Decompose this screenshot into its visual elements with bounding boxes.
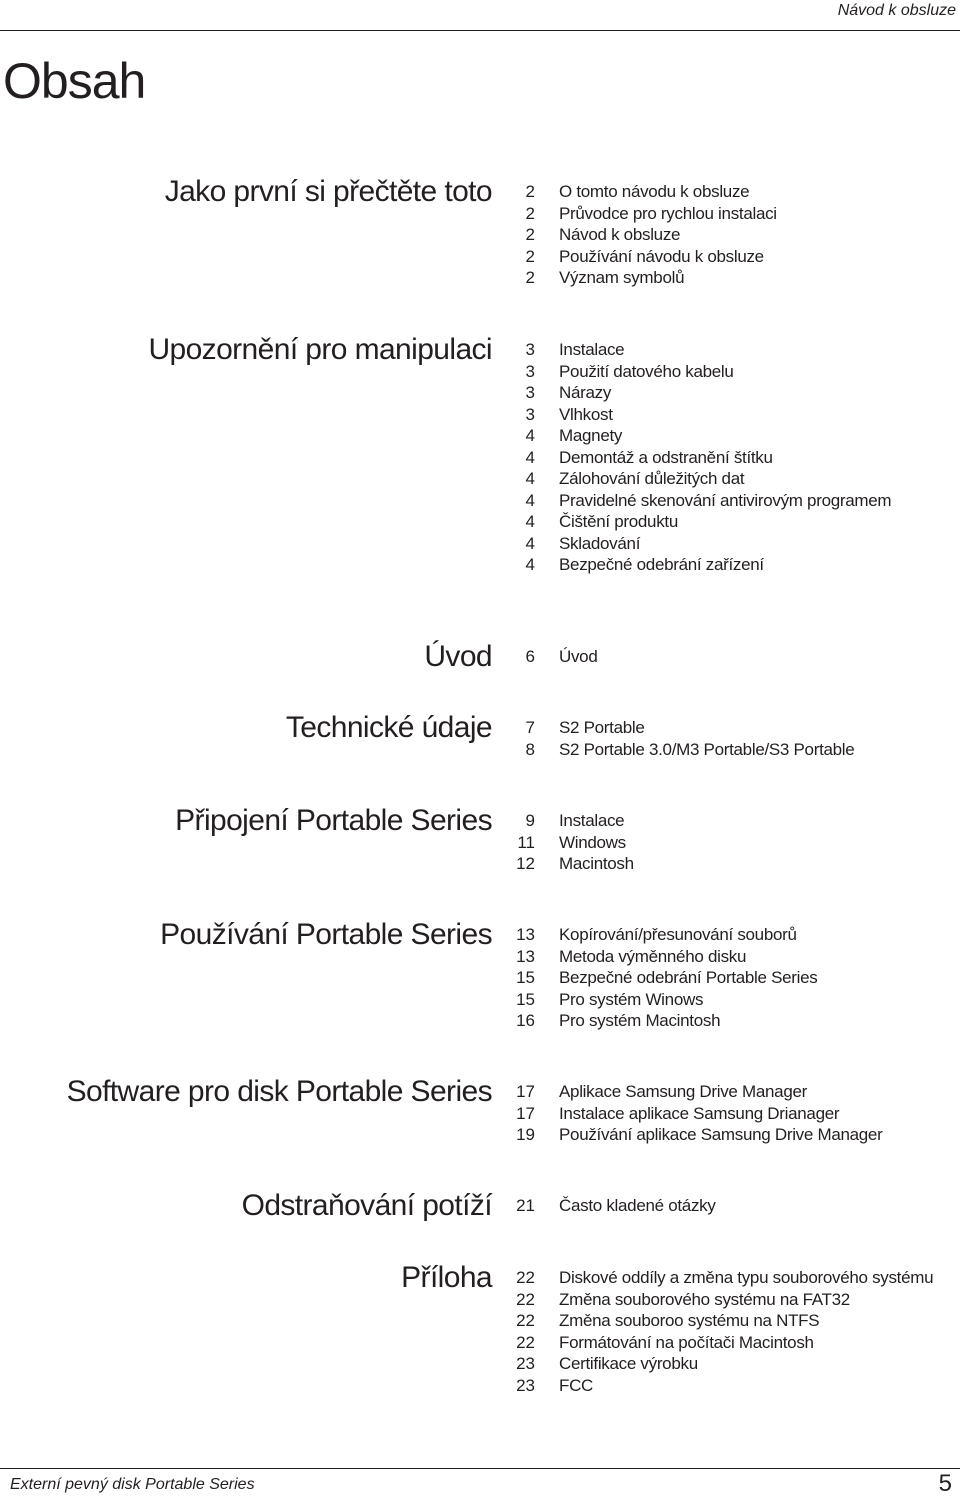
- entry-label: Bezpečné odebrání zařízení: [559, 555, 764, 574]
- toc-entry[interactable]: [498, 853, 634, 875]
- entry-page-number: 13: [516, 925, 535, 944]
- toc-entry[interactable]: [498, 382, 891, 404]
- toc-entry[interactable]: [498, 967, 818, 989]
- entry-page-number: 12: [516, 854, 535, 873]
- entry-page-number: 4: [525, 490, 535, 510]
- entry-page-number: 3: [525, 383, 535, 402]
- entry-page-number: 3: [525, 404, 535, 424]
- entry-label: Diskové oddíly a změna typu souborového systému: [559, 1268, 934, 1287]
- entry-label: Macintosh: [559, 854, 634, 873]
- toc-entry[interactable]: [498, 533, 891, 555]
- entry-page-number: 8: [525, 739, 535, 759]
- entry-page-number: 22: [516, 1311, 535, 1330]
- toc-entry[interactable]: [498, 810, 634, 832]
- entry-page-number: 9: [525, 811, 535, 830]
- toc-entry[interactable]: [498, 361, 891, 383]
- toc-entry[interactable]: [498, 468, 891, 490]
- toc-entry[interactable]: [498, 1010, 818, 1032]
- entry-label: Certifikace výrobku: [559, 1354, 698, 1373]
- section-title: Upozornění pro manipulaci: [148, 333, 492, 366]
- entry-label: Průvodce pro rychlou instalaci: [559, 203, 777, 223]
- header-text: Návod k obsluze: [837, 2, 956, 19]
- section-title: Připojení Portable Series: [175, 804, 492, 837]
- entry-label: Pro systém Macintosh: [559, 1011, 721, 1030]
- entry-page-number: 4: [525, 512, 535, 531]
- entry-page-number: 16: [516, 1011, 535, 1030]
- section-title: Jako první si přečtěte toto: [164, 175, 492, 208]
- entry-page-number: 15: [516, 968, 535, 987]
- toc-entry[interactable]: [498, 1289, 933, 1311]
- entry-page-number: 6: [525, 647, 535, 666]
- entry-label: S2 Portable 3.0/M3 Portable/S3 Portable: [559, 739, 855, 759]
- entry-label: FCC: [559, 1375, 594, 1395]
- entry-list: [498, 1195, 716, 1217]
- entry-page-number: 11: [517, 832, 535, 852]
- toc-entry[interactable]: [498, 1375, 933, 1397]
- entry-label: Návod k obsluze: [559, 225, 681, 244]
- entry-page-number: 17: [516, 1103, 535, 1123]
- entry-page-number: 22: [516, 1268, 535, 1287]
- entry-label: Formátování na počítači Macintosh: [559, 1332, 814, 1352]
- entry-page-number: 4: [525, 533, 535, 553]
- entry-page-number: 15: [516, 989, 535, 1009]
- entry-label: Pravidelné skenování antivirovým programem: [559, 490, 892, 510]
- toc-entry[interactable]: [498, 1310, 933, 1332]
- footer-rule: [0, 1468, 960, 1469]
- toc-entry[interactable]: [498, 246, 777, 268]
- entry-page-number: 23: [516, 1354, 535, 1373]
- toc-entry[interactable]: [498, 267, 777, 289]
- entry-list: [498, 339, 891, 576]
- entry-page-number: 4: [525, 426, 535, 445]
- toc-entry[interactable]: [498, 224, 777, 246]
- entry-label: Instalace aplikace Samsung Drianager: [559, 1103, 840, 1123]
- entry-page-number: 4: [525, 447, 535, 467]
- entry-list: [498, 646, 598, 668]
- toc-entry[interactable]: [498, 717, 854, 739]
- entry-page-number: 2: [525, 268, 535, 287]
- toc-entry[interactable]: [498, 425, 891, 447]
- entry-page-number: 21: [516, 1196, 535, 1215]
- footer-text: Externí pevný disk Portable Series: [10, 1476, 255, 1493]
- toc-entry[interactable]: [498, 339, 891, 361]
- entry-label: Používání návodu k obsluze: [559, 246, 764, 266]
- entry-label: Význam symbolů: [559, 268, 685, 287]
- entry-list: [498, 717, 854, 760]
- entry-label: Magnety: [559, 426, 623, 445]
- toc-entry[interactable]: [498, 203, 777, 225]
- entry-page-number: 2: [525, 182, 535, 201]
- toc-entry[interactable]: [498, 739, 854, 761]
- toc-entry[interactable]: [498, 1332, 933, 1354]
- section-title: Technické údaje: [285, 711, 492, 744]
- toc-entry[interactable]: [498, 1081, 882, 1103]
- entry-page-number: 23: [516, 1375, 535, 1395]
- entry-label: Použití datového kabelu: [559, 361, 734, 381]
- entry-label: Změna souboroo systému na NTFS: [559, 1311, 820, 1330]
- entry-page-number: 2: [525, 203, 535, 223]
- toc-entry[interactable]: [498, 646, 598, 668]
- entry-label: Zálohování důležitých dat: [559, 469, 745, 488]
- toc-entry[interactable]: [498, 1103, 882, 1125]
- entry-list: [498, 924, 818, 1032]
- entry-label: S2 Portable: [559, 718, 645, 737]
- entry-page-number: 4: [525, 469, 535, 488]
- toc-entry[interactable]: [498, 511, 891, 533]
- toc-entry[interactable]: [498, 490, 891, 512]
- entry-page-number: 7: [525, 718, 535, 737]
- entry-label: Metoda výměnného disku: [559, 946, 747, 966]
- toc-entry[interactable]: [498, 1353, 933, 1375]
- toc-entry[interactable]: [498, 832, 634, 854]
- entry-list: [498, 181, 777, 289]
- page-title: Obsah: [3, 53, 146, 109]
- entry-page-number: 22: [516, 1332, 535, 1352]
- toc-entry[interactable]: [498, 554, 891, 576]
- toc-entry[interactable]: [498, 447, 891, 469]
- entry-page-number: 3: [525, 340, 535, 359]
- section-title: Příloha: [401, 1261, 492, 1294]
- toc-entry[interactable]: [498, 924, 818, 946]
- entry-list: [498, 1081, 882, 1146]
- toc-entry[interactable]: [498, 404, 891, 426]
- entry-label: Skladování: [559, 533, 641, 553]
- entry-label: Změna souborového systému na FAT32: [559, 1289, 850, 1309]
- section-title: Používání Portable Series: [160, 918, 492, 951]
- entry-label: Úvod: [559, 647, 598, 666]
- entry-label: Používání aplikace Samsung Drive Manager: [559, 1125, 883, 1144]
- entry-label: Instalace: [559, 811, 625, 830]
- entry-label: Kopírování/přesunování souborů: [559, 925, 797, 944]
- entry-page-number: 22: [516, 1289, 535, 1309]
- entry-label: Často kladené otázky: [559, 1196, 716, 1215]
- entry-label: Bezpečné odebrání Portable Series: [559, 968, 818, 987]
- entry-page-number: 19: [516, 1125, 535, 1144]
- entry-list: [498, 1267, 933, 1396]
- entry-page-number: 13: [516, 946, 535, 966]
- section-title: Úvod: [424, 640, 492, 673]
- toc-entry[interactable]: [498, 946, 818, 968]
- entry-label: Instalace: [559, 340, 625, 359]
- entry-label: Windows: [559, 832, 626, 852]
- section-title: Odstraňování potíží: [241, 1189, 492, 1222]
- header-rule: [0, 30, 960, 31]
- entry-label: Aplikace Samsung Drive Manager: [559, 1082, 808, 1101]
- entry-label: O tomto návodu k obsluze: [559, 182, 750, 201]
- entry-list: [498, 810, 634, 875]
- section-title: Software pro disk Portable Series: [66, 1075, 492, 1108]
- footer-page-number: 5: [938, 1470, 952, 1497]
- toc-entry[interactable]: [498, 1195, 716, 1217]
- entry-label: Demontáž a odstranění štítku: [559, 447, 773, 467]
- toc-entry[interactable]: [498, 1267, 933, 1289]
- entry-label: Vlhkost: [559, 404, 613, 424]
- entry-page-number: 4: [525, 555, 535, 574]
- entry-page-number: 2: [525, 246, 535, 266]
- entry-label: Pro systém Winows: [559, 989, 704, 1009]
- entry-page-number: 17: [516, 1082, 535, 1101]
- toc-entry[interactable]: [498, 1124, 882, 1146]
- toc-entry[interactable]: [498, 181, 777, 203]
- entry-label: Nárazy: [559, 383, 612, 402]
- entry-page-number: 3: [525, 361, 535, 381]
- entry-page-number: 2: [525, 225, 535, 244]
- toc-entry[interactable]: [498, 989, 818, 1011]
- entry-label: Čištění produktu: [559, 512, 678, 531]
